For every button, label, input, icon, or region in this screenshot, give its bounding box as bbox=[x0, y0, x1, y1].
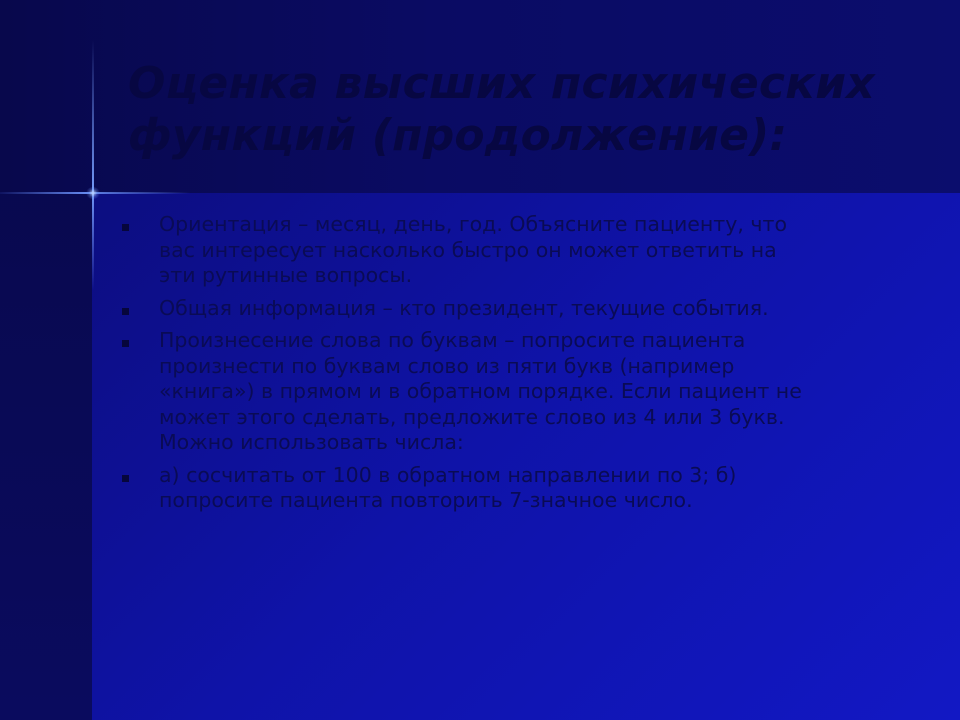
light-flare-vertical bbox=[92, 40, 94, 290]
square-bullet-icon bbox=[122, 475, 129, 482]
list-item bbox=[122, 328, 902, 456]
light-flare-icon bbox=[86, 187, 100, 199]
bullet-text: Ориентация – месяц, день, год. Объясните пациенту, что вас интересует насколько быстро он может ответить на эти рутинные вопросы. bbox=[159, 212, 787, 287]
square-bullet-icon bbox=[122, 308, 129, 315]
list-item bbox=[122, 212, 902, 289]
square-bullet-icon bbox=[122, 340, 129, 347]
bullet-text: а) сосчитать от 100 в обратном направлении по 3; б) попросите пациента повторить 7-значное число. bbox=[159, 462, 737, 512]
bullet-text: Общая информация – кто президент, текущие события. bbox=[159, 295, 769, 320]
square-bullet-icon bbox=[122, 224, 129, 231]
list-item bbox=[122, 296, 902, 322]
list-item bbox=[122, 463, 902, 514]
slide-title: Оценка высших психических функций (продолжение): bbox=[128, 58, 875, 161]
bullet-list bbox=[122, 212, 902, 521]
bullet-text: Произнесение слова по буквам – попросите пациента произнести по буквам слово из пяти букв (например «книга») в прямом и в обратном порядке. Если пациент не может этого сделать, предложите слово из 4 или 3 букв. Можно использовать числа: bbox=[159, 328, 802, 454]
